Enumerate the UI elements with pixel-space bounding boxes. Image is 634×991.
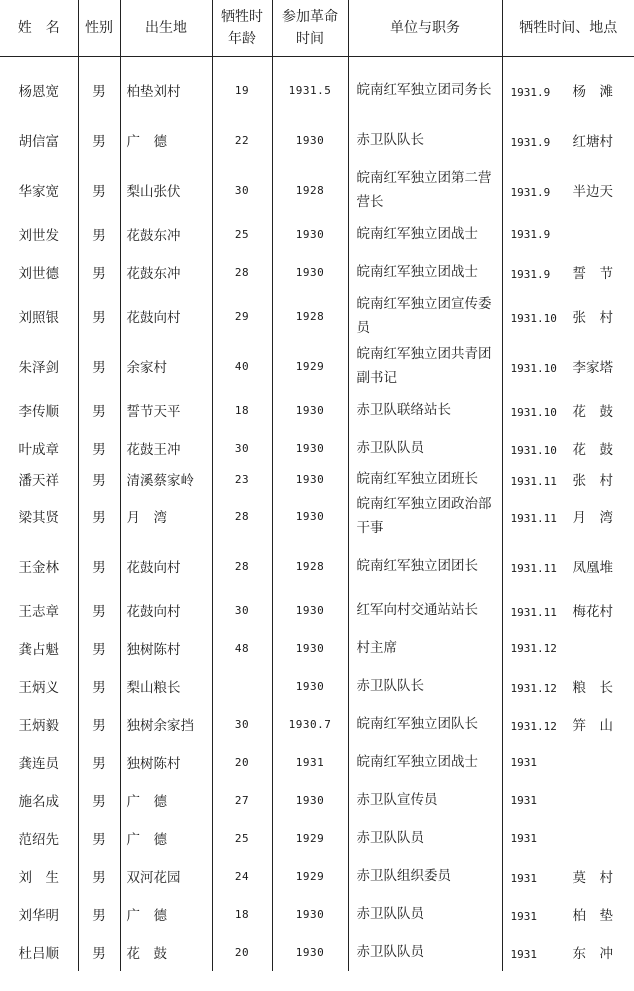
death-time-place	[502, 215, 634, 253]
death-time: 1931.11	[510, 475, 557, 488]
death-time-place	[502, 115, 634, 165]
martyr-name: 朱泽剑	[18, 360, 59, 376]
death-time-place	[502, 491, 634, 541]
table-row	[0, 819, 634, 857]
death-time-place	[502, 467, 634, 491]
join-time: 1930	[272, 429, 348, 467]
death-time: 1931	[510, 794, 537, 807]
age-at-death: 28	[212, 541, 272, 591]
birthplace: 双河花园	[120, 857, 212, 895]
birthplace: 月 湾	[120, 491, 212, 541]
birthplace: 花鼓王冲	[120, 429, 212, 467]
martyr-name: 李传顺	[18, 404, 59, 420]
death-time: 1931.9	[510, 86, 551, 99]
death-place: 红塘村	[572, 134, 613, 150]
death-time-place	[502, 165, 634, 215]
death-time-place	[502, 857, 634, 895]
birthplace: 花鼓向村	[120, 541, 212, 591]
join-time: 1930	[272, 667, 348, 705]
birthplace: 花鼓向村	[120, 591, 212, 629]
birthplace: 花 鼓	[120, 933, 212, 971]
martyr-name: 潘天祥	[18, 473, 59, 489]
death-time-place	[502, 933, 634, 971]
unit-position: 皖南红军独立团队长	[348, 705, 502, 743]
header-death-time-place: 牺牲时间、地点	[502, 0, 634, 57]
death-place: 誓 节	[572, 266, 613, 282]
birthplace: 独树陈村	[120, 629, 212, 667]
birthplace: 广 德	[120, 115, 212, 165]
join-time: 1930	[272, 895, 348, 933]
join-time: 1930	[272, 467, 348, 491]
death-time: 1931.12	[510, 642, 557, 655]
age-at-death: 25	[212, 215, 272, 253]
table-row	[0, 391, 634, 429]
unit-position: 皖南红军独立团第二营营长	[348, 165, 502, 215]
sex: 男	[78, 819, 120, 857]
martyr-name: 王炳毅	[18, 718, 59, 734]
header-birthplace: 出生地	[120, 0, 212, 57]
age-at-death	[212, 667, 272, 705]
table-row	[0, 467, 634, 491]
table-row	[0, 781, 634, 819]
martyr-name: 杨恩宽	[18, 84, 59, 100]
unit-position: 皖南红军独立团战士	[348, 253, 502, 291]
martyr-name: 刘华明	[18, 908, 59, 924]
martyr-name: 华家宽	[18, 184, 59, 200]
join-time: 1930	[272, 253, 348, 291]
unit-position: 皖南红军独立团团长	[348, 541, 502, 591]
unit-position: 皖南红军独立团共青团副书记	[348, 341, 502, 391]
age-at-death: 30	[212, 705, 272, 743]
death-time-place	[502, 291, 634, 341]
unit-position: 赤卫队队员	[348, 933, 502, 971]
age-at-death: 23	[212, 467, 272, 491]
death-time-place	[502, 341, 634, 391]
unit-position: 村主席	[348, 629, 502, 667]
unit-position: 赤卫队联络站长	[348, 391, 502, 429]
sex: 男	[78, 115, 120, 165]
join-time: 1930	[272, 781, 348, 819]
join-time: 1931.5	[272, 65, 348, 115]
age-at-death: 30	[212, 591, 272, 629]
death-time: 1931	[510, 756, 537, 769]
sex: 男	[78, 467, 120, 491]
unit-position: 皖南红军独立团宣传委员	[348, 291, 502, 341]
death-time-place	[502, 629, 634, 667]
table-row	[0, 341, 634, 391]
age-at-death: 48	[212, 629, 272, 667]
death-time-place	[502, 591, 634, 629]
join-time: 1930	[272, 933, 348, 971]
sex: 男	[78, 895, 120, 933]
birthplace: 广 德	[120, 819, 212, 857]
join-time: 1930.7	[272, 705, 348, 743]
martyr-name: 刘世德	[18, 266, 59, 282]
table-row	[0, 895, 634, 933]
header-row	[0, 0, 634, 57]
unit-position: 赤卫队组织委员	[348, 857, 502, 895]
age-at-death: 28	[212, 253, 272, 291]
death-time-place	[502, 65, 634, 115]
death-time: 1931.9	[510, 268, 551, 281]
death-time: 1931.11	[510, 512, 557, 525]
table-row	[0, 65, 634, 115]
death-time: 1931.10	[510, 406, 557, 419]
martyr-name: 王金林	[18, 560, 59, 576]
birthplace: 梨山张伏	[120, 165, 212, 215]
death-place: 梅花村	[572, 604, 613, 620]
sex: 男	[78, 341, 120, 391]
death-place: 花 鼓	[572, 442, 613, 458]
birthplace: 花鼓向村	[120, 291, 212, 341]
table-row	[0, 705, 634, 743]
sex: 男	[78, 491, 120, 541]
birthplace: 花鼓东冲	[120, 253, 212, 291]
martyr-name: 龚占魁	[18, 642, 59, 658]
death-place: 张 村	[572, 310, 613, 326]
sex: 男	[78, 65, 120, 115]
unit-position: 赤卫队队长	[348, 115, 502, 165]
birthplace: 独树余家挡	[120, 705, 212, 743]
sex: 男	[78, 253, 120, 291]
join-time: 1929	[272, 341, 348, 391]
death-time: 1931.11	[510, 606, 557, 619]
age-at-death: 20	[212, 933, 272, 971]
sex: 男	[78, 629, 120, 667]
death-time: 1931.12	[510, 682, 557, 695]
death-place: 东 冲	[572, 946, 613, 962]
death-place: 笄 山	[572, 718, 613, 734]
birthplace: 独树陈村	[120, 743, 212, 781]
join-time: 1928	[272, 291, 348, 341]
sex: 男	[78, 429, 120, 467]
join-time: 1931	[272, 743, 348, 781]
sex: 男	[78, 933, 120, 971]
join-time: 1930	[272, 115, 348, 165]
death-place: 半边天	[572, 184, 613, 200]
death-time-place	[502, 743, 634, 781]
death-place: 李家塔	[572, 360, 613, 376]
death-place: 杨 滩	[572, 84, 613, 100]
unit-position: 皖南红军独立团战士	[348, 215, 502, 253]
join-time: 1930	[272, 591, 348, 629]
death-place: 凤凰堆	[572, 560, 613, 576]
join-time: 1929	[272, 819, 348, 857]
death-time: 1931.11	[510, 562, 557, 575]
table-row	[0, 291, 634, 341]
sex: 男	[78, 541, 120, 591]
martyr-name: 叶成章	[18, 442, 59, 458]
death-time-place	[502, 895, 634, 933]
birthplace: 广 德	[120, 895, 212, 933]
birthplace: 柏垫刘村	[120, 65, 212, 115]
death-time: 1931.9	[510, 228, 551, 241]
martyr-name: 龚连员	[18, 756, 59, 772]
table-row	[0, 165, 634, 215]
age-at-death: 28	[212, 491, 272, 541]
sex: 男	[78, 391, 120, 429]
sex: 男	[78, 705, 120, 743]
death-time-place	[502, 541, 634, 591]
death-time: 1931	[510, 872, 537, 885]
age-at-death: 30	[212, 165, 272, 215]
sex: 男	[78, 165, 120, 215]
age-at-death: 18	[212, 895, 272, 933]
unit-position: 赤卫队队长	[348, 667, 502, 705]
join-time: 1929	[272, 857, 348, 895]
table-row	[0, 629, 634, 667]
join-time: 1930	[272, 391, 348, 429]
death-time: 1931.10	[510, 312, 557, 325]
death-time: 1931.10	[510, 444, 557, 457]
age-at-death: 30	[212, 429, 272, 467]
death-time: 1931	[510, 910, 537, 923]
table-row	[0, 591, 634, 629]
table-row	[0, 115, 634, 165]
death-time: 1931.10	[510, 362, 557, 375]
birthplace: 余家村	[120, 341, 212, 391]
unit-position: 赤卫队队员	[348, 819, 502, 857]
age-at-death: 25	[212, 819, 272, 857]
death-time-place	[502, 781, 634, 819]
age-at-death: 29	[212, 291, 272, 341]
table-row	[0, 429, 634, 467]
header-name: 姓 名	[0, 0, 78, 57]
header-sex: 性别	[78, 0, 120, 57]
death-time: 1931.12	[510, 720, 557, 733]
table-row	[0, 933, 634, 971]
death-time: 1931.9	[510, 186, 551, 199]
sex: 男	[78, 591, 120, 629]
unit-position: 赤卫队宣传员	[348, 781, 502, 819]
martyr-name: 梁其贤	[18, 510, 59, 526]
martyr-name: 王志章	[18, 604, 59, 620]
birthplace: 梨山粮长	[120, 667, 212, 705]
sex: 男	[78, 215, 120, 253]
header-join-time: 参加革命 时间	[272, 0, 348, 57]
sex: 男	[78, 743, 120, 781]
unit-position: 红军向村交通站站长	[348, 591, 502, 629]
age-at-death: 20	[212, 743, 272, 781]
unit-position: 赤卫队队员	[348, 895, 502, 933]
table-row	[0, 491, 634, 541]
death-time-place	[502, 253, 634, 291]
martyr-name: 刘 生	[18, 870, 59, 886]
age-at-death: 40	[212, 341, 272, 391]
death-place: 莫 村	[572, 870, 613, 886]
birthplace: 誓节天平	[120, 391, 212, 429]
death-time-place	[502, 429, 634, 467]
death-place: 柏 垫	[572, 908, 613, 924]
sex: 男	[78, 781, 120, 819]
unit-position: 皖南红军独立团政治部干事	[348, 491, 502, 541]
birthplace: 清溪蔡家岭	[120, 467, 212, 491]
death-time-place	[502, 819, 634, 857]
death-place: 花 鼓	[572, 404, 613, 420]
age-at-death: 18	[212, 391, 272, 429]
death-time: 1931	[510, 832, 537, 845]
death-time-place	[502, 391, 634, 429]
death-place: 粮 长	[572, 680, 613, 696]
header-unit-position: 单位与职务	[348, 0, 502, 57]
table-row	[0, 253, 634, 291]
birthplace: 广 德	[120, 781, 212, 819]
unit-position: 皖南红军独立团班长	[348, 467, 502, 491]
sex: 男	[78, 857, 120, 895]
death-time: 1931	[510, 948, 537, 961]
sex: 男	[78, 291, 120, 341]
death-time-place	[502, 667, 634, 705]
join-time: 1930	[272, 215, 348, 253]
age-at-death: 19	[212, 65, 272, 115]
sex: 男	[78, 667, 120, 705]
table-row	[0, 857, 634, 895]
table-row	[0, 667, 634, 705]
death-place: 月 湾	[572, 510, 613, 526]
table-row	[0, 743, 634, 781]
martyr-name: 刘照银	[18, 310, 59, 326]
unit-position: 皖南红军独立团战士	[348, 743, 502, 781]
age-at-death: 24	[212, 857, 272, 895]
age-at-death: 22	[212, 115, 272, 165]
age-at-death: 27	[212, 781, 272, 819]
join-time: 1928	[272, 541, 348, 591]
martyr-name: 胡信富	[18, 134, 59, 150]
martyr-name: 刘世发	[18, 228, 59, 244]
join-time: 1930	[272, 629, 348, 667]
martyr-name: 王炳义	[18, 680, 59, 696]
join-time: 1930	[272, 491, 348, 541]
table-row	[0, 541, 634, 591]
unit-position: 赤卫队队员	[348, 429, 502, 467]
martyr-name: 施名成	[18, 794, 59, 810]
death-place: 张 村	[572, 473, 613, 489]
martyr-name: 杜吕顺	[18, 946, 59, 962]
table-row	[0, 215, 634, 253]
death-time-place	[502, 705, 634, 743]
header-age: 牺牲时 年龄	[212, 0, 272, 57]
join-time: 1928	[272, 165, 348, 215]
martyr-name: 范绍先	[18, 832, 59, 848]
unit-position: 皖南红军独立团司务长	[348, 65, 502, 115]
birthplace: 花鼓东冲	[120, 215, 212, 253]
death-time: 1931.9	[510, 136, 551, 149]
